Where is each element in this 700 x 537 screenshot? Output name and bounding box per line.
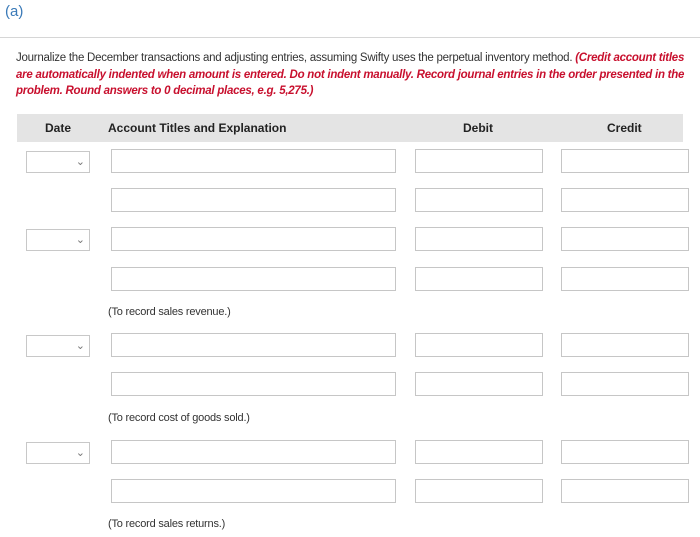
explanation-cost-of-goods-sold: (To record cost of goods sold.) bbox=[108, 412, 250, 424]
account-input[interactable] bbox=[111, 227, 396, 251]
date-select[interactable] bbox=[26, 335, 90, 357]
explanation-sales-returns: (To record sales returns.) bbox=[108, 518, 226, 530]
credit-input[interactable] bbox=[561, 372, 689, 396]
header-date: Date bbox=[45, 121, 72, 135]
date-select[interactable] bbox=[26, 151, 90, 173]
date-select[interactable] bbox=[26, 442, 90, 464]
instructions-note: (Credit account titles are automatically indented when amount is entered. Do not indent manually. Record journal entries in the order presented in the problem. Round answers to 0 decimal places, e.g. 5,275.) bbox=[16, 52, 685, 97]
divider bbox=[0, 37, 700, 38]
debit-input[interactable] bbox=[415, 227, 543, 251]
debit-input[interactable] bbox=[415, 333, 543, 357]
instructions-text: Journalize the December transactions and adjusting entries, assuming Swifty uses the perpetual inventory method. bbox=[16, 52, 573, 64]
account-input[interactable] bbox=[111, 267, 396, 291]
account-input[interactable] bbox=[111, 440, 396, 464]
instructions bbox=[16, 50, 686, 100]
account-input[interactable] bbox=[111, 372, 396, 396]
date-select[interactable] bbox=[26, 229, 90, 251]
debit-input[interactable] bbox=[415, 149, 543, 173]
explanation-sales-revenue: (To record sales revenue.) bbox=[108, 306, 231, 318]
credit-input[interactable] bbox=[561, 440, 689, 464]
account-input[interactable] bbox=[111, 188, 396, 212]
chevron-down-icon: ⌄ bbox=[75, 156, 85, 168]
part-label: (a) bbox=[5, 3, 24, 20]
debit-input[interactable] bbox=[415, 479, 543, 503]
account-input[interactable] bbox=[111, 479, 396, 503]
debit-input[interactable] bbox=[415, 372, 543, 396]
table-header bbox=[17, 114, 683, 142]
header-account: Account Titles and Explanation bbox=[108, 121, 287, 135]
credit-input[interactable] bbox=[561, 188, 689, 212]
credit-input[interactable] bbox=[561, 267, 689, 291]
debit-input[interactable] bbox=[415, 188, 543, 212]
account-input[interactable] bbox=[111, 333, 396, 357]
credit-input[interactable] bbox=[561, 227, 689, 251]
chevron-down-icon: ⌄ bbox=[75, 447, 85, 459]
header-credit: Credit bbox=[607, 121, 642, 135]
chevron-down-icon: ⌄ bbox=[75, 234, 85, 246]
credit-input[interactable] bbox=[561, 479, 689, 503]
account-input[interactable] bbox=[111, 149, 396, 173]
debit-input[interactable] bbox=[415, 440, 543, 464]
credit-input[interactable] bbox=[561, 149, 689, 173]
debit-input[interactable] bbox=[415, 267, 543, 291]
header-debit: Debit bbox=[463, 121, 493, 135]
chevron-down-icon: ⌄ bbox=[75, 340, 85, 352]
credit-input[interactable] bbox=[561, 333, 689, 357]
